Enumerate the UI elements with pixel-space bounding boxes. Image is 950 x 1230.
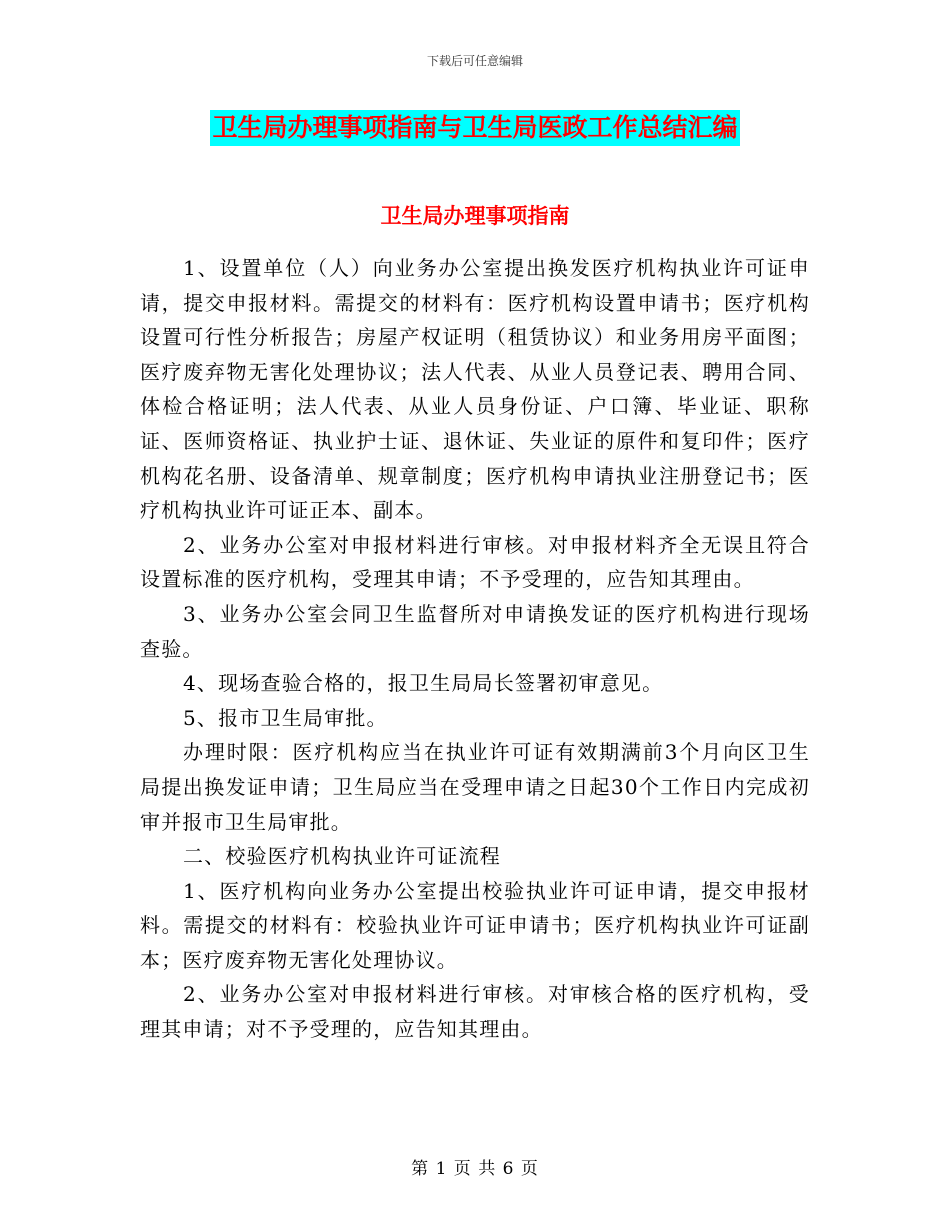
header-note: 下载后可任意编辑 xyxy=(426,54,523,68)
paragraph: 4、现场查验合格的，报卫生局局长签署初审意见。 xyxy=(183,671,664,696)
main-title-container xyxy=(0,110,950,146)
paragraph: 2、业务办公室对申报材料进行审核。对申报材料齐全无误且符合设置标准的医疗机构，受理其申请；不予受理的，应告知其理由。 xyxy=(140,532,810,592)
page-footer: 第 1 页 共 6 页 xyxy=(411,1159,539,1179)
paragraph: 1、设置单位（人）向业务办公室提出换发医疗机构执业许可证申请，提交申报材料。需提交的材料有：医疗机构设置申请书；医疗机构设置可行性分析报告；房屋产权证明（租赁协议）和业务用房平面图；医疗废弃物无害化处理协议；法人代表、从业人员登记表、聘用合同、体检合格证明；法人代表、从业人员身份证、户口簿、毕业证、职称证、医师资格证、执业护士证、退休证、失业证的原件和复印件；医疗机构花名册、设备清单、规章制度；医疗机构申请执业注册登记书；医疗机构执业许可证正本、副本。 xyxy=(140,256,810,523)
paragraph: 5、报市卫生局审批。 xyxy=(183,705,388,730)
paragraph: 2、业务办公室对申报材料进行审核。对审核合格的医疗机构，受理其申请；对不予受理的，应告知其理由。 xyxy=(140,982,810,1042)
document-body xyxy=(140,251,810,1047)
paragraph: 二、校验医疗机构执业许可证流程 xyxy=(183,844,501,869)
paragraph: 1、医疗机构向业务办公室提出校验执业许可证申请，提交申报材料。需提交的材料有：校验执业许可证申请书；医疗机构执业许可证副本；医疗废弃物无害化处理协议。 xyxy=(140,878,810,972)
paragraph: 3、业务办公室会同卫生监督所对申请换发证的医疗机构进行现场查验。 xyxy=(140,601,810,661)
section-title: 卫生局办理事项指南 xyxy=(380,204,570,228)
paragraph: 办理时限：医疗机构应当在执业许可证有效期满前3个月向区卫生局提出换发证申请；卫生局应当在受理申请之日起30个工作日内完成初审并报市卫生局审批。 xyxy=(140,740,810,834)
document-title: 卫生局办理事项指南与卫生局医政工作总结汇编 xyxy=(210,110,739,146)
